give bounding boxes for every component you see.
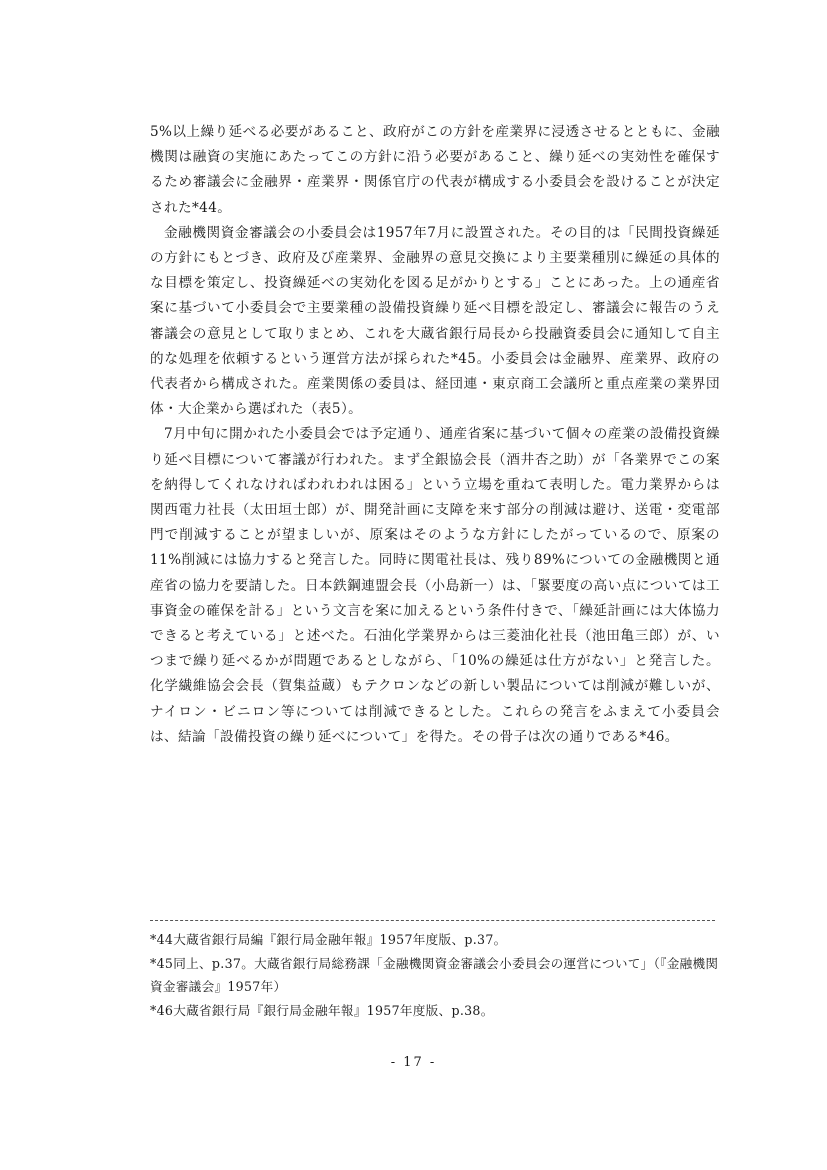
footnote-divider: [150, 920, 715, 921]
paragraph-3: 7月中旬に開かれた小委員会では予定通り、通産省案に基づいて個々の産業の設備投資繰り延べ目標について審議が行われた。まず全銀協会長（酒井杏之助）が「各業界でこの案を納得してくれなければわれわれは困る」という立場を重ねて表明した。電力業界からは関西電力社長（太田垣士郎）が、開発計画に支障を来す部分の削減は避け、送電・変電部門で削減することが望ましいが、原案はそのような方針にしたがっているので、原案の11%削減には協力すると発言した。同時に関電社長は、残り89%についての金融機関と通産省の協力を要請した。日本鉄鋼連盟会長（小島新一）は、「緊要度の高い点については工事資金の確保を計る」という文言を案に加えるという条件付きで、「繰延計画には大体協力できると考えている」と述べた。石油化学業界からは三菱油化社長（池田亀三郎）が、いつまで繰り延べるかが問題であるとしながら、「10%の繰延は仕方がない」と発言した。化学繊維協会会長（賀集益蔵）もテクロンなどの新しい製品については削減が難しいが、ナイロン・ビニロン等については削減できるとした。これらの発言をふまえて小委員会は、結論「設備投資の繰り延べについて」を得た。その骨子は次の通りである*46。: [150, 426, 720, 745]
paragraph-1: 5%以上繰り延べる必要があること、政府がこの方針を産業界に浸透させるとともに、金融機関は融資の実施にあたってこの方針に沿う必要があること、繰り延べの実効性を確保するため審議会に金融界・産業界・関係官庁の代表が構成する小委員会を設けることが決定された*44。: [150, 124, 720, 216]
footnotes: [150, 928, 720, 1022]
page-number: - 17 -: [390, 1055, 437, 1070]
body-text: [150, 120, 720, 750]
footnote-44: *44大蔵省銀行局編『銀行局金融年報』1957年度版、p.37。: [150, 932, 507, 947]
paragraph-2: 金融機関資金審議会の小委員会は1957年7月に設置された。その目的は「民間投資繰延の方針にもとづき、政府及び産業界、金融界の意見交換により主要業種別に繰延の具体的な目標を策定し、投資繰延べの実効化を図る足がかりとする」ことにあった。上の通産省案に基づいて小委員会で主要業種の設備投資繰り延べ目標を設定し、審議会に報告のうえ審議会の意見として取りまとめ、これを大蔵省銀行局長から投融資委員会に通知して自主的な処理を依頼するという運営方法が採られた*45。小委員会は金融界、産業界、政府の代表者から構成された。産業関係の委員は、経団連・東京商工会議所と重点産業の業界団体・大企業から選ばれた（表5）。: [150, 224, 720, 418]
footnote-45: *45同上、p.37。大蔵省銀行局総務課「金融機関資金審議会小委員会の運営について」（『金融機関資金審議会』1957年）: [150, 955, 719, 994]
footnote-46: *46大蔵省銀行局『銀行局金融年報』1957年度版、p.38。: [150, 1002, 494, 1018]
